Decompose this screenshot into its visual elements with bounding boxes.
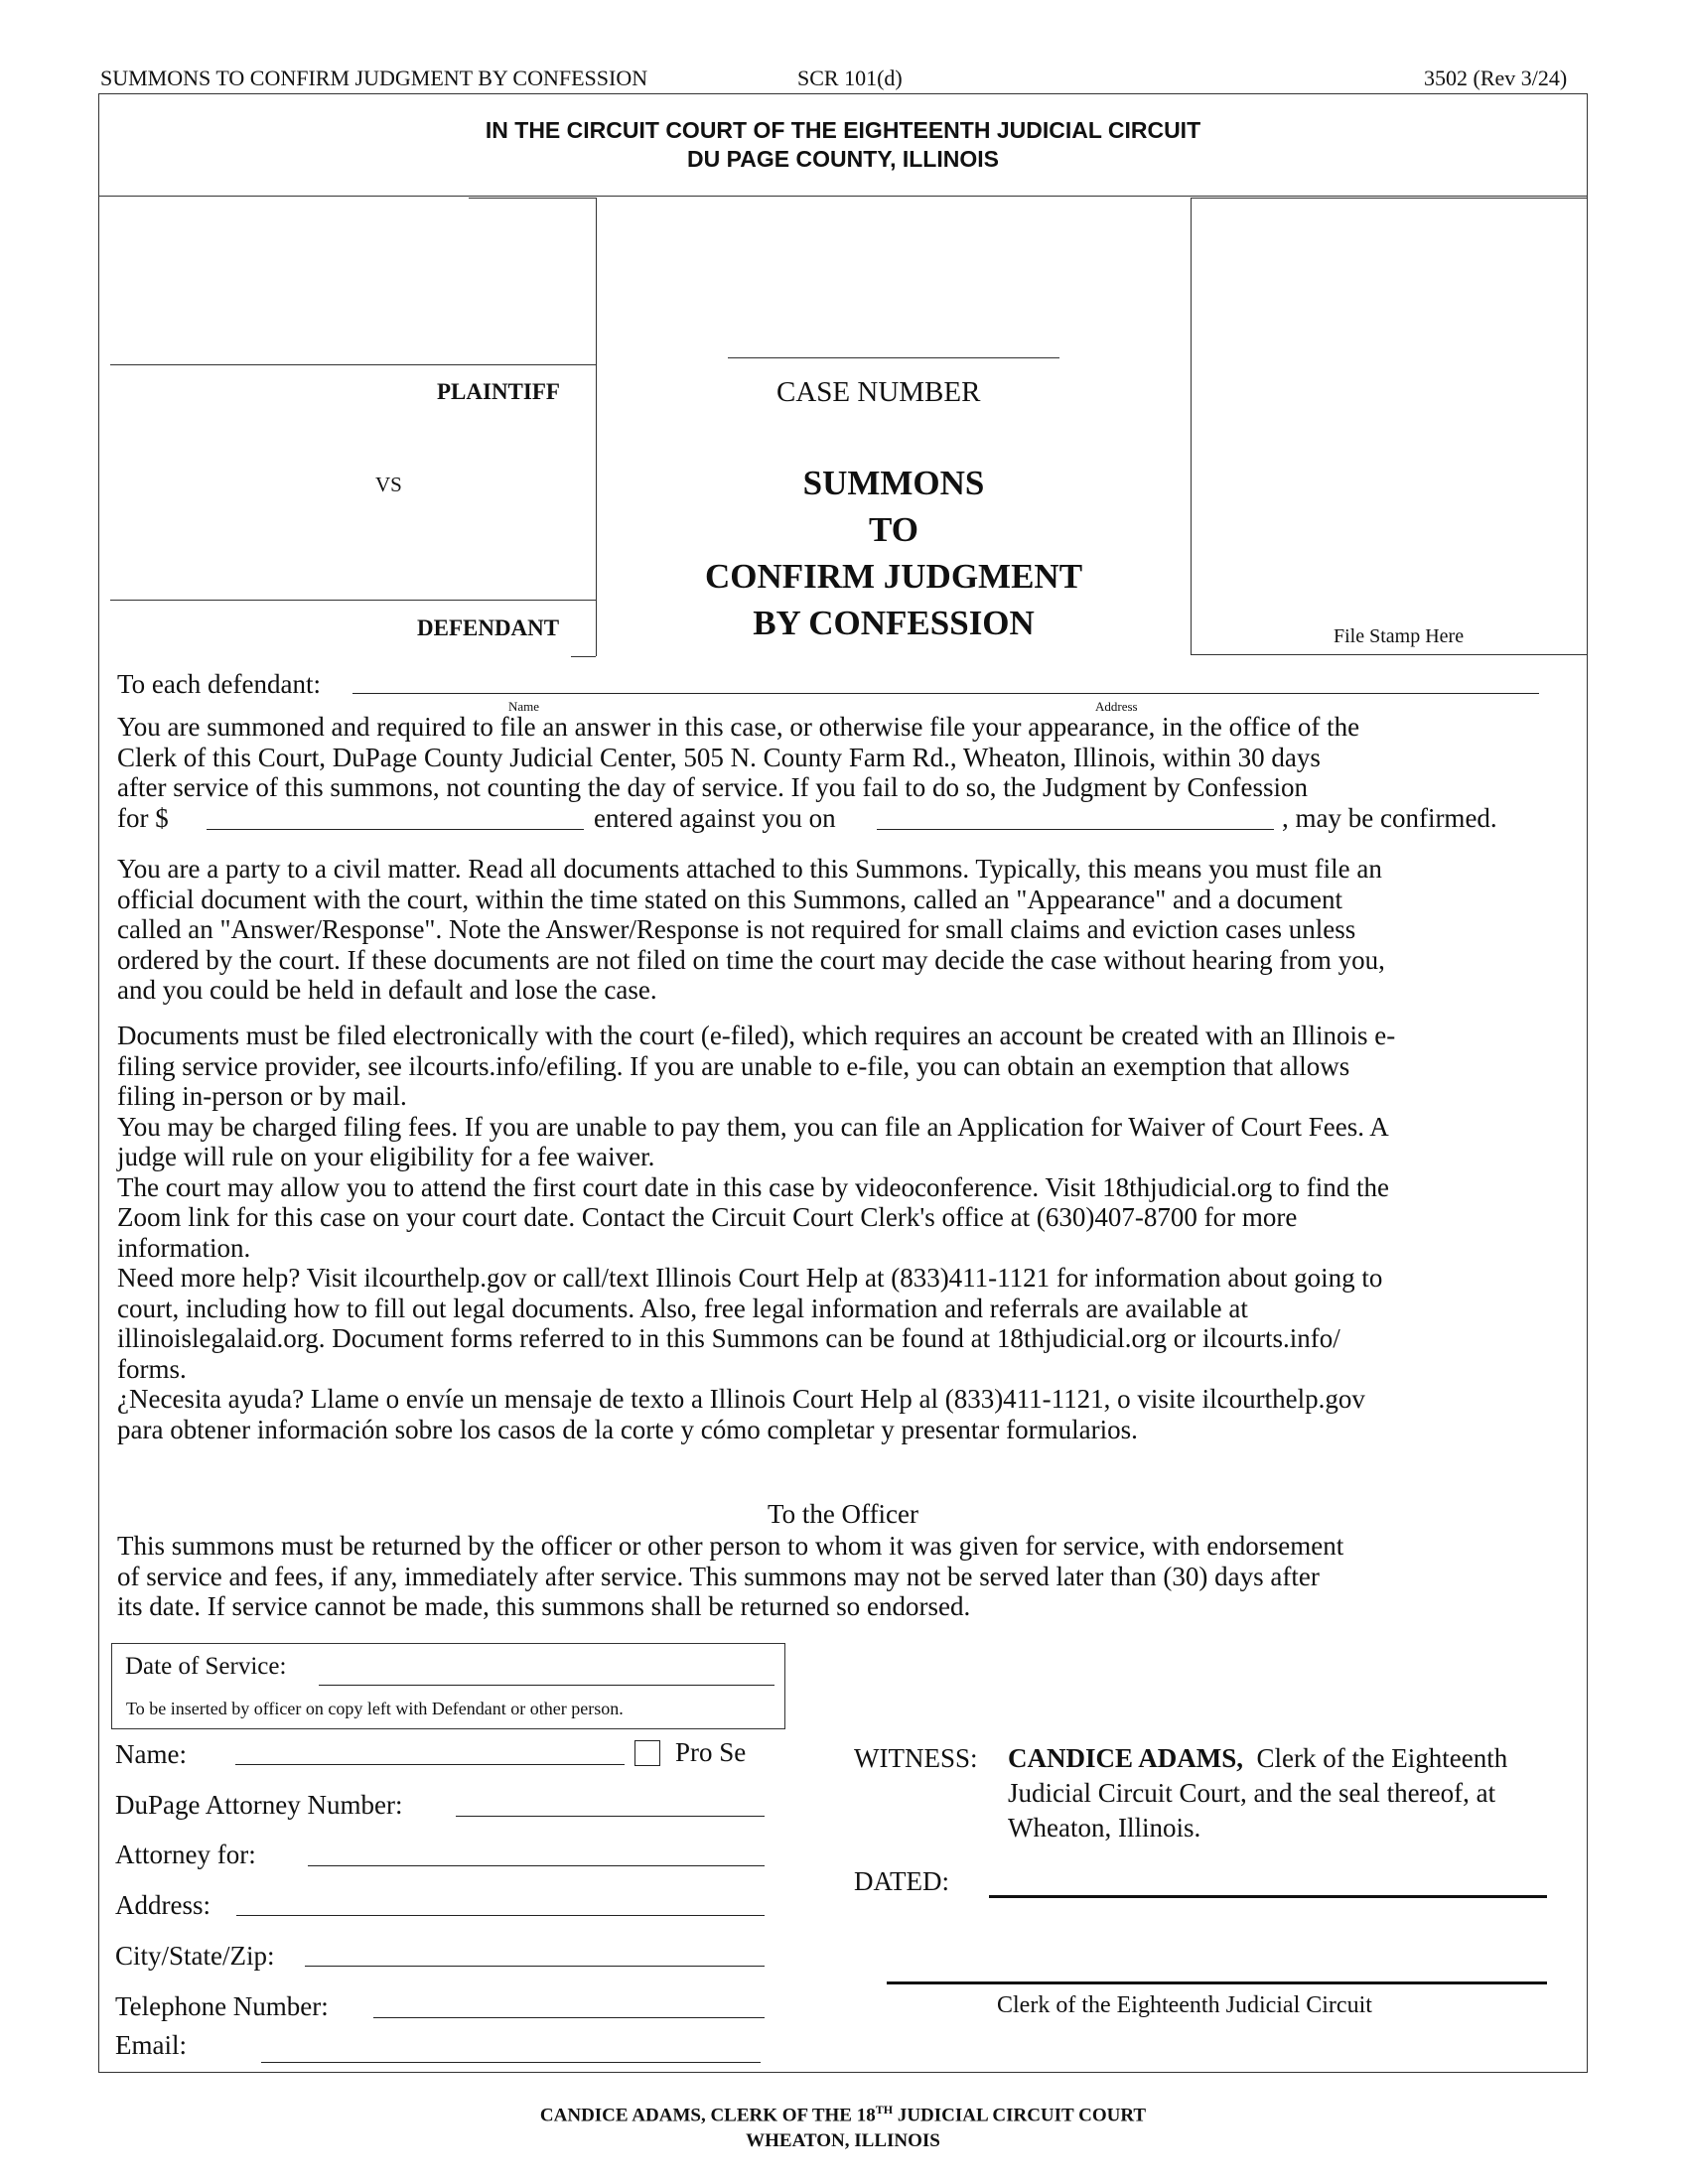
defendant-label: DEFENDANT [417,615,560,640]
dupage-attorney-number-label: DuPage Attorney Number: [115,1790,403,1820]
clerk-signature-line[interactable] [887,1981,1547,1984]
defendant-name-line[interactable] [110,600,596,601]
email-field[interactable] [261,2062,761,2063]
name-caption: Name [508,699,540,714]
attorney-for-field[interactable] [308,1865,765,1866]
to-each-defendant-label: To each defendant: [117,669,322,699]
clerk-name: CANDICE ADAMS, [1008,1743,1244,1773]
dated-label: DATED: [854,1866,949,1896]
date-of-service-label: Date of Service: [125,1653,287,1680]
form-title: SUMMONS TO CONFIRM JUDGMENT BY CONFESSION [100,66,648,90]
pro-se-label: Pro Se [675,1737,747,1767]
heading-divider [98,196,1588,197]
dupage-attorney-number-field[interactable] [456,1816,765,1817]
witness-text-line1 [1008,1743,1507,1774]
officer-heading: To the Officer [767,1499,919,1529]
footer-line1-suffix: JUDICIAL CIRCUIT COURT [893,2105,1147,2126]
telephone-field[interactable] [373,2017,765,2018]
dated-field[interactable] [989,1895,1547,1898]
caption-top-line [469,198,596,199]
footer-line1-sup: TH [875,2103,894,2116]
witness-line1-rest: Clerk of the Eighteenth [1256,1743,1508,1773]
may-be-confirmed-label: , may be confirmed. [1282,803,1497,833]
plaintiff-label: PLAINTIFF [437,379,560,404]
title-line-1: SUMMONS [802,464,985,502]
efiling-help-paragraph: Documents must be filed electronically with the court (e-filed), which requires an account be created with an Illinois e- filing service provider, see ilcourts.info/efiling. If you are unable to e-file, you can obtain an exemption that allows filing in-person or by mail. You may be charged filing fees. If you are unable to pay them, you can file an Application for Waiver of Court Fees. A judge will rule on your eligibility for a fee waiver. The court may allow you to attend the first court date in this case by videoconference. Visit 18thjudicial.org to find the Zoom link for this case on your court date. Contact the Circuit Court Clerk's office at (630)407-8700 for more information. Need more help? Visit ilcourthelp.gov or call/text Illinois Court Help at (833)411-1121 for information about going to court, including how to fill out legal documents. Also, free legal information and referrals are available at illinoislegalaid.org. Document forms referred to in this Summons can be found at 18thjudicial.org or ilcourts.info/ forms. ¿Necesita ayuda? Llame o envíe un mensaje de texto a Illinois Court Help al (833)411-1121, o visite ilcourthelp.gov para obtener información sobre los casos de la corte y cómo completar y presentar formularios. [117,1021,1396,1444]
city-state-zip-label: City/State/Zip: [115,1941,275,1971]
caption-bottom-line [571,656,596,657]
officer-paragraph: This summons must be returned by the officer or other person to whom it was given for service, with endorsement of service and fees, if any, immediately after service. This summons may not be served later than (30) days after its date. If service cannot be made, this summons shall be returned so endorsed. [117,1531,1344,1621]
footer [98,2097,1588,2154]
summons-line-3: after service of this summons, not counting the day of service. If you fail to do so, the Judgment by Confession [117,772,1309,802]
party-notice-paragraph: You are a party to a civil matter. Read all documents attached to this Summons. Typically, this means you must file an official document with the court, within the time stated on this Summons, called an "Appearance" and a document called an "Answer/Response". Note the Answer/Response is not required for small claims and eviction cases unless ordered by the court. If these documents are not filed on time the court may decide the case without hearing from you, and you could be held in default and lose the case. [117,854,1385,1005]
plaintiff-name-line[interactable] [110,364,596,365]
judgment-date-field[interactable] [877,829,1274,830]
case-number-line[interactable] [728,357,1059,358]
title-line-4: BY CONFESSION [753,604,1035,642]
title-line-2: TO [869,510,918,549]
service-note: To be inserted by officer on copy left with Defendant or other person. [126,1699,624,1718]
judgment-amount-field[interactable] [207,829,584,830]
caption-right-border [596,198,597,656]
pro-se-checkbox[interactable] [634,1740,660,1766]
address-label: Address: [115,1890,211,1920]
email-label: Email: [115,2030,187,2060]
footer-line2: WHEATON, ILLINOIS [746,2130,940,2152]
for-dollar-label: for $ [117,803,169,833]
address-caption: Address [1095,699,1138,714]
witness-text-line2: Judicial Circuit Court, and the seal thereof, at [1008,1778,1496,1808]
summons-line-2: Clerk of this Court, DuPage County Judicial Center, 505 N. County Farm Rd., Wheaton, Illinois, within 30 days [117,742,1321,772]
file-stamp-label: File Stamp Here [1334,625,1465,647]
case-number-label: CASE NUMBER [776,376,981,408]
city-state-zip-field[interactable] [305,1966,765,1967]
footer-line1-prefix: CANDICE ADAMS, CLERK OF THE 18 [539,2105,876,2126]
file-stamp-box [1191,198,1588,655]
witness-text-line3: Wheaton, Illinois. [1008,1813,1201,1843]
title-line-3: CONFIRM JUDGMENT [704,557,1083,596]
address-field[interactable] [236,1915,765,1916]
summons-line-1: You are summoned and required to file an answer in this case, or otherwise file your appearance, in the office of the [117,712,1360,742]
witness-label: WITNESS: [854,1743,978,1773]
attorney-for-label: Attorney for: [115,1840,256,1869]
document-title [645,460,1142,646]
form-number: 3502 (Rev 3/24) [1424,66,1568,90]
summons-text [117,712,1577,803]
court-heading-line1: IN THE CIRCUIT COURT OF THE EIGHTEENTH JUDICIAL CIRCUIT [485,117,1201,143]
clerk-signature-caption: Clerk of the Eighteenth Judicial Circuit [997,1992,1372,2018]
rule-number: SCR 101(d) [797,66,903,90]
entered-against-label: entered against you on [594,803,836,833]
court-heading [98,116,1588,174]
name-field[interactable] [235,1764,625,1765]
court-heading-line2: DU PAGE COUNTY, ILLINOIS [687,146,999,172]
defendant-name-address-field[interactable] [352,693,1539,694]
vs-label: VS [375,473,402,496]
footer-line1 [98,2097,1588,2128]
date-of-service-field[interactable] [319,1685,774,1686]
telephone-label: Telephone Number: [115,1991,329,2021]
name-label: Name: [115,1739,187,1769]
